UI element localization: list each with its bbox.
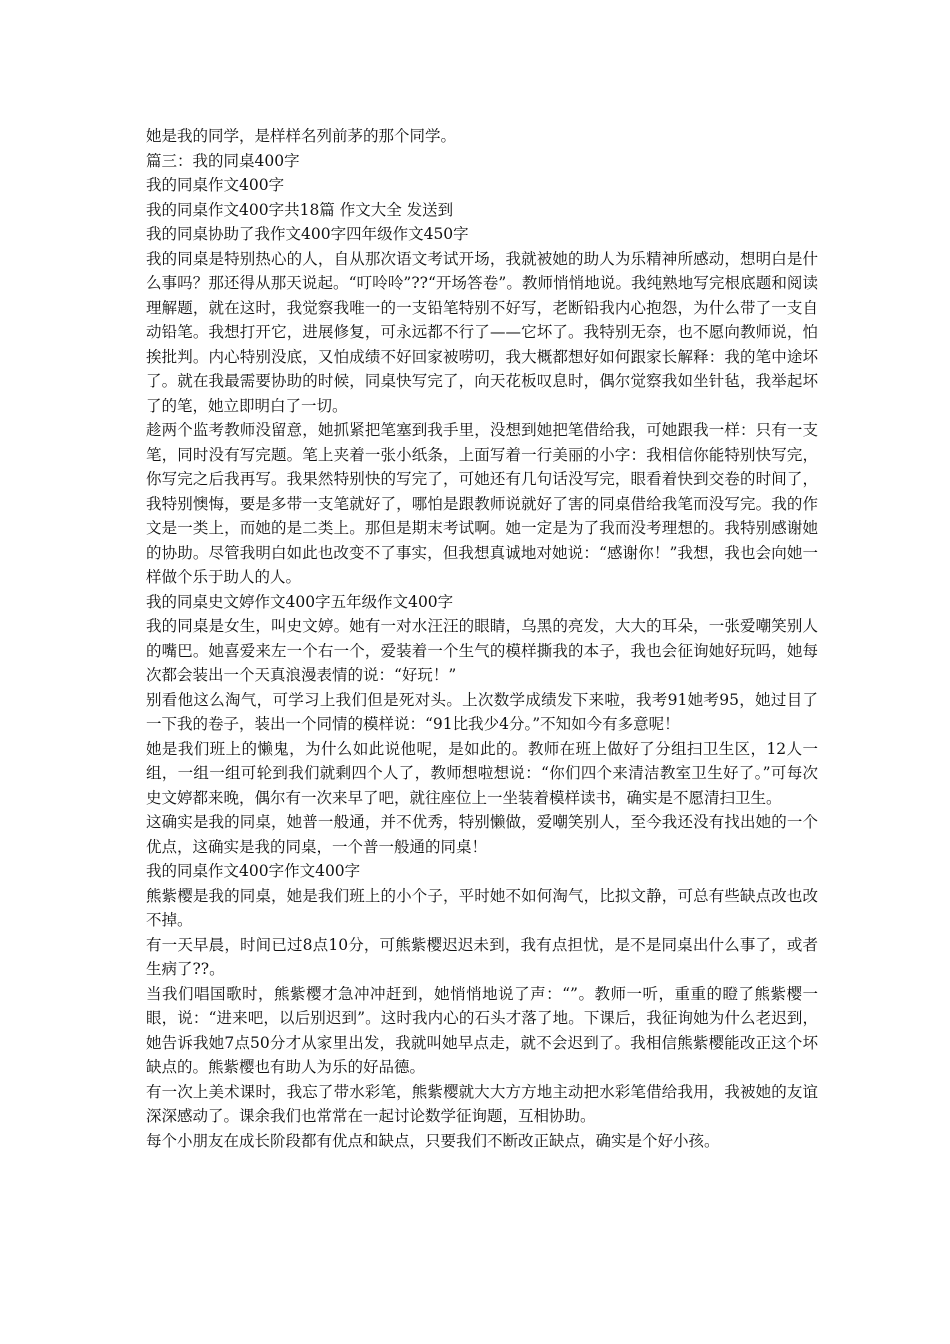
paragraph: 有一次上美术课时，我忘了带水彩笔，熊紫樱就大大方方地主动把水彩笔借给我用，我被她的友谊深深感动了。课余我们也常常在一起讨论数学征询题，互相协助。 [146,1082,818,1125]
paragraph: 熊紫樱是我的同桌，她是我们班上的小个子，平时她不如何淘气，比拟文静，可总有些缺点改也改不掉。 [146,886,818,929]
paragraph: 这确实是我的同桌，她普一般通，并不优秀，特别懒做，爱嘲笑别人，至今我还没有找出她的一个优点，这确实是我的同桌，一个普一般通的同桌！ [146,813,818,856]
paragraph: 我的同桌是女生，叫史文婷。她有一对水汪汪的眼睛，乌黑的亮发，大大的耳朵，一张爱嘲笑别人的嘴巴。她喜爱来左一个右一个，爱装着一个生气的模样撕我的本子，我也会征询她好玩吗，她每次都会装出一个天真浪漫表情的说：“好玩！” [146,617,818,684]
article-title: 我的同桌作文400字共18篇 作文大全 发送到 [146,200,454,219]
paragraph: 她是我们班上的懒鬼，为什么如此说他呢，是如此的。教师在班上做好了分组扫卫生区，12人一组，一组一组可轮到我们就剩四个人了，教师想啦想说：“你们四个来清洁教室卫生好了。”可每次史文婷都来晚，偶尔有一次来早了吧，就往座位上一坐装着模样读书，确实是不愿清扫卫生。 [146,739,818,807]
article-title: 我的同桌作文400字作文400字 [146,862,361,880]
paragraph: 趁两个监考教师没留意，她抓紧把笔塞到我手里，没想到她把笔借给我，可她跟我一样：只有一支笔，同时没有写完题。笔上夹着一张小纸条，上面写着一行美丽的小字：我相信你能特别快写完，你写完之后我再写。我果然特别快的写完了，可她还有几句话没写完，眼看着快到交卷的时间了，我特别懊悔，要是多带一支笔就好了，哪怕是跟教师说就好了害的同桌借给我笔而没写完。我的作文是一类上，而她的是二类上。那但是期末考试啊。她一定是为了我而没考理想的。我特别感谢她的协助。尽管我明白如此也改变不了事实，但我想真诚地对她说：“感谢你！”我想，我也会向她一样做个乐于助人的人。 [146,421,818,586]
paragraph: 当我们唱国歌时，熊紫樱才急冲冲赶到，她悄悄地说了声：“”。教师一听，重重的瞪了熊紫樱一眼，说：“进来吧，以后别迟到”。这时我内心的石头才落了地。下课后，我征询她为什么老迟到，她告诉我她7点50分才从家里出发，我就叫她早点走，就不会迟到了。我相信熊紫樱能改正这个坏缺点的。熊紫樱也有助人为乐的好品德。 [146,984,818,1076]
document-page [146,124,818,1153]
article-title: 我的同桌协助了我作文400字四年级作文450字 [146,225,469,243]
paragraph: 她是我的同学，是样样名列前茅的那个同学。 [146,127,457,145]
paragraph: 别看他这么淘气，可学习上我们但是死对头。上次数学成绩发下来啦，我考91她考95，她过目了一下我的卷子，装出一个同情的模样说：“91比我少4分。”不知如今有多意呢！ [146,690,818,733]
paragraph: 每个小朋友在成长阶段都有优点和缺点，只要我们不断改正缺点，确实是个好小孩。 [146,1131,720,1150]
article-title: 我的同桌史文婷作文400字五年级作文400字 [146,592,454,611]
paragraph: 有一天早晨，时间已过8点10分，可熊紫樱迟迟未到，我有点担忧，是不是同桌出什么事了，或者生病了??。 [146,935,818,978]
article-title: 我的同桌作文400字 [146,176,285,194]
paragraph: 我的同桌是特别热心的人，自从那次语文考试开场，我就被她的助人为乐精神所感动，想明白是什么事吗？那还得从那天说起。“叮呤呤”??“开场答卷”。教师悄悄地说。我纯熟地写完根底题和阅读理解题，就在这时，我觉察我唯一的一支铅笔特别不好写，老断铅我内心抱怨，为什么带了一支自动铅笔。我想打开它，进展修复，可永远都不行了——它坏了。我特别无奈，也不愿向教师说，怕挨批判。内心特别没底，又怕成绩不好回家被唠叨，我大概都想好如何跟家长解释：我的笔中途坏了。就在我最需要协助的时候，同桌快写完了，向天花板叹息时，偶尔觉察我如坐针毡，我举起坏了的笔，她立即明白了一切。 [146,249,818,415]
section-heading: 篇三：我的同桌400字 [146,151,300,170]
